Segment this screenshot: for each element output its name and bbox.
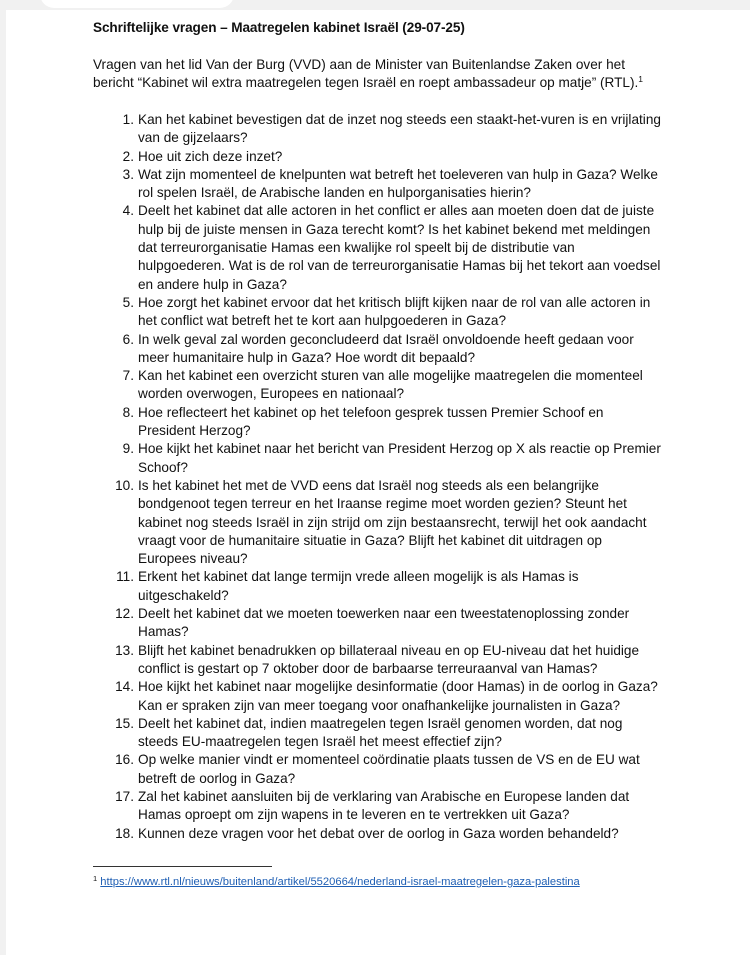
question-item bbox=[122, 166, 663, 203]
question-item bbox=[122, 111, 663, 148]
question-number: 5. bbox=[122, 294, 134, 310]
question-text: Kunnen deze vragen voor het debat over de oorlog in Gaza worden behandeld? bbox=[138, 825, 619, 841]
question-item bbox=[122, 367, 663, 404]
question-text: Hoe kijkt het kabinet naar het bericht van President Herzog op X als reactie op Premier Schoof? bbox=[138, 441, 661, 475]
footnote bbox=[93, 875, 580, 889]
question-number: 13. bbox=[115, 642, 134, 658]
question-text: Hoe reflecteert het kabinet op het telefoon gesprek tussen Premier Schoof en President Herzog? bbox=[138, 404, 604, 439]
document-title: Schriftelijke vragen – Maatregelen kabinet Israël (29-07-25) bbox=[93, 20, 465, 35]
question-text: Wat zijn momenteel de knelpunten wat betreft het toeleveren van hulp in Gaza? Welke rol spelen Israël, de Arabische landen en hulporganisaties hierin? bbox=[138, 166, 658, 201]
question-item bbox=[115, 751, 663, 788]
question-text: Deelt het kabinet dat, indien maatregelen tegen Israël genomen worden, dat nog steeds EU-maatregelen tegen Israël het meest effectief zijn? bbox=[138, 715, 623, 750]
question-text: Hoe zorgt het kabinet ervoor dat het kritisch blijft kijken naar de rol van alle actoren in het conflict wat betreft het te kort aan hulpgoederen in Gaza? bbox=[138, 294, 651, 329]
question-item bbox=[122, 202, 663, 293]
question-number: 17. bbox=[115, 788, 134, 804]
question-number: 6. bbox=[122, 331, 134, 347]
intro-text: Vragen van het lid Van der Burg (VVD) aan de Minister van Buitenlandse Zaken over het bericht “Kabinet wil extra maatregelen tegen Israël en roept ambassadeur op matje” (RTL). bbox=[93, 57, 639, 91]
question-text: Deelt het kabinet dat alle actoren in het conflict er alles aan moeten doen dat de juiste hulp bij de juiste mensen in Gaza terecht komt? Is het kabinet bekend met meldingen dat terreurorganisatie Hamas een kwalijke rol speelt bij de distributie van hulpgoederen. Wat is de rol van de terreurorganisatie Hamas bij het tekort aan voedsel en andere hulp in Gaza? bbox=[138, 203, 661, 292]
question-number: 4. bbox=[122, 203, 134, 219]
footnote-reference[interactable]: 1 bbox=[638, 74, 644, 85]
question-number: 9. bbox=[122, 441, 134, 457]
question-number: 2. bbox=[122, 148, 134, 164]
question-number: 8. bbox=[122, 404, 134, 420]
question-number: 12. bbox=[115, 606, 134, 622]
question-number: 16. bbox=[115, 752, 134, 768]
question-item bbox=[115, 605, 663, 642]
question-text: Zal het kabinet aansluiten bij de verklaring van Arabische en Europese landen dat Hamas oproept om zijn wapens in te leveren en te vertrekken uit Gaza? bbox=[138, 788, 630, 823]
footnote-mark: 1 bbox=[93, 874, 98, 883]
question-number: 15. bbox=[115, 715, 134, 731]
question-number: 11. bbox=[116, 569, 134, 585]
footnote-link[interactable]: https://www.rtl.nl/nieuws/buitenland/artikel/5520664/nederland-israel-maatregelen-gaza-palestina bbox=[100, 876, 580, 888]
question-item bbox=[122, 148, 663, 166]
question-text: Deelt het kabinet dat we moeten toewerken naar een tweestatenoplossing zonder Hamas? bbox=[138, 606, 630, 640]
question-text: Is het kabinet het met de VVD eens dat Israël nog steeds als een belangrijke bondgenoot tegen terreur en het Iraanse regime moet worden gezien? Steunt het kabinet nog steeds Israël in zijn strijd om zijn bestaansrecht, terwijl het ook aandacht vraagt voor de humanitaire situatie in Gaza? Blijft het kabinet dit uitdragen op Europees niveau? bbox=[138, 477, 647, 567]
question-number: 1. bbox=[122, 112, 134, 127]
question-number: 7. bbox=[122, 368, 134, 384]
app-top-tab bbox=[40, 0, 234, 8]
question-item bbox=[115, 825, 663, 843]
question-item bbox=[115, 788, 663, 825]
question-text: Blijft het kabinet benadrukken op billateraal niveau en op EU-niveau dat het huidige conflict is gestart op 7 oktober door de barbaarse terreuraanval van Hamas? bbox=[138, 642, 640, 676]
document-intro bbox=[93, 56, 653, 93]
question-item bbox=[115, 678, 663, 715]
question-text: Kan het kabinet bevestigen dat de inzet nog steeds een staakt-het-vuren is en vrijlating van de gijzelaars? bbox=[138, 112, 661, 146]
question-number: 10. bbox=[115, 477, 134, 493]
question-text: Op welke manier vindt er momenteel coördinatie plaats tussen de VS en de EU wat betreft de oorlog in Gaza? bbox=[138, 752, 640, 786]
question-number: 18. bbox=[115, 825, 134, 841]
question-text: Hoe kijkt het kabinet naar mogelijke desinformatie (door Hamas) in de oorlog in Gaza? Kan er spraken zijn van meer toegang voor onafhankelijke journalisten in Gaza? bbox=[138, 679, 658, 713]
question-text: Hoe uit zich deze inzet? bbox=[138, 148, 283, 164]
question-item bbox=[122, 440, 663, 477]
question-item bbox=[115, 477, 663, 568]
question-number: 3. bbox=[122, 166, 134, 182]
question-item bbox=[122, 331, 663, 368]
question-item bbox=[115, 642, 663, 679]
question-item bbox=[116, 568, 663, 605]
question-list bbox=[115, 111, 663, 843]
question-item bbox=[122, 404, 663, 441]
question-text: Kan het kabinet een overzicht sturen van alle mogelijke maatregelen die momenteel worden overwogen, Europees en nationaal? bbox=[138, 368, 643, 402]
question-text: In welk geval zal worden geconcludeerd dat Israël onvoldoende heeft gedaan voor meer humanitaire hulp in Gaza? Hoe wordt dit bepaald? bbox=[138, 331, 634, 365]
question-text: Erkent het kabinet dat lange termijn vrede alleen mogelijk is als Hamas is uitgeschakeld? bbox=[138, 569, 579, 603]
footnote-divider bbox=[93, 866, 272, 867]
question-item bbox=[115, 715, 663, 752]
question-item bbox=[122, 294, 663, 331]
question-number: 14. bbox=[115, 679, 134, 695]
